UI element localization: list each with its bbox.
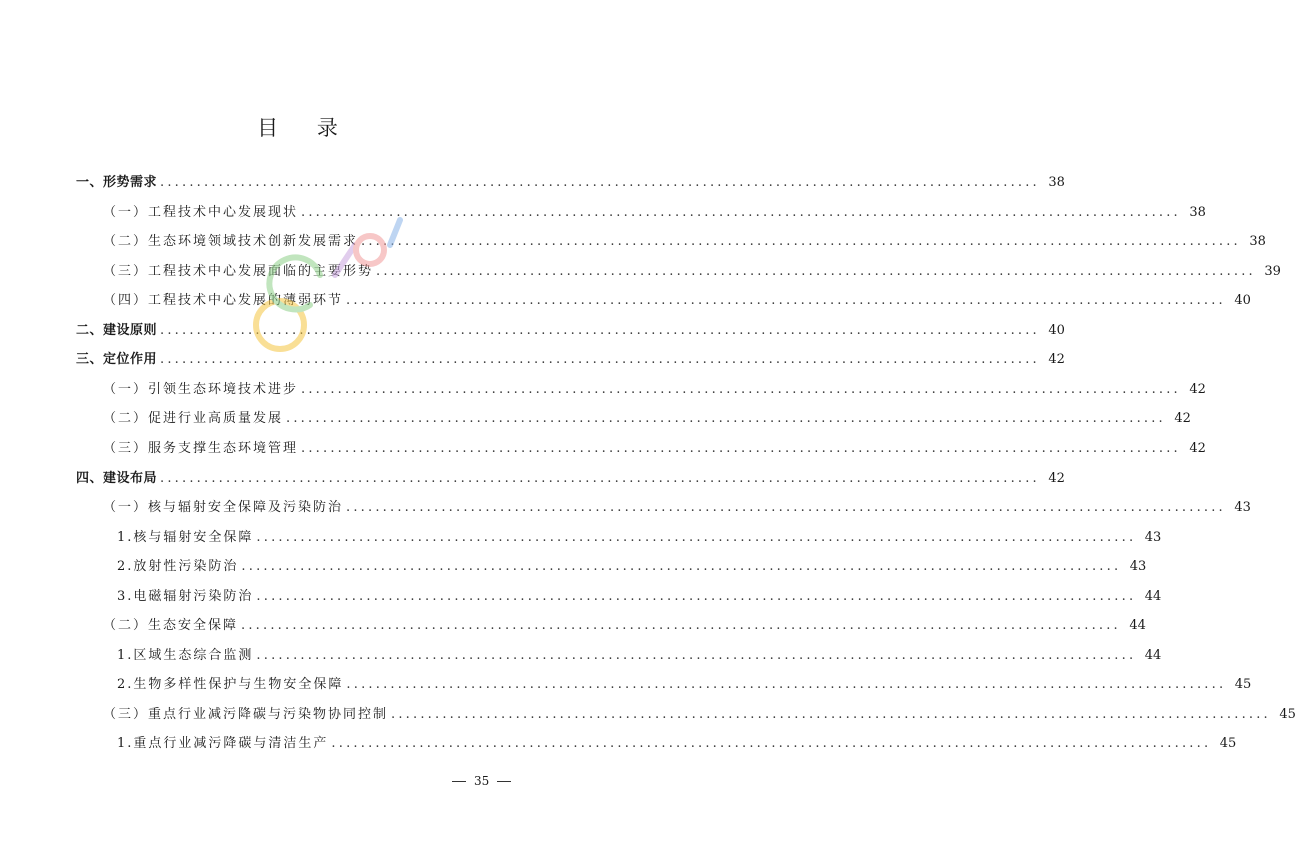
toc-entry-label: 1.重点行业减污降碳与清洁生产	[117, 736, 329, 751]
toc-leader-dots: ........................................................................................................................	[301, 382, 1181, 397]
toc-entry-page: 40	[1048, 323, 1065, 338]
toc-entry-label: （四）工程技术中心发展的薄弱环节	[103, 293, 344, 308]
toc-leader-dots: ........................................................................................................................	[331, 736, 1212, 751]
toc-entry-page: 40	[1234, 293, 1251, 308]
toc-leader-dots: ........................................................................................................................	[160, 471, 1040, 486]
toc-entry-label: （三）服务支撑生态环境管理	[103, 441, 299, 456]
toc-leader-dots: ........................................................................................................................	[346, 677, 1227, 692]
toc-entry-page: 45	[1279, 707, 1296, 722]
toc-entry[interactable]	[103, 380, 1206, 400]
toc-leader-dots: ........................................................................................................................	[301, 441, 1181, 456]
toc-entry[interactable]	[117, 528, 1162, 548]
toc-leader-dots: ........................................................................................................................	[286, 411, 1166, 426]
toc-entry-page: 38	[1249, 234, 1266, 249]
footer-dash-left	[452, 781, 466, 782]
toc-entry-page: 42	[1189, 441, 1206, 456]
toc-entry-label: （一）核与辐射安全保障及污染防治	[103, 500, 344, 515]
toc-leader-dots: ........................................................................................................................	[241, 618, 1121, 633]
toc-entry[interactable]	[103, 616, 1146, 636]
toc-entry-label: 3.电磁辐射污染防治	[117, 589, 254, 604]
toc-entry-label: 1.区域生态综合监测	[117, 648, 254, 663]
toc-entry-label: 二、建设原则	[76, 323, 158, 338]
page-footer	[452, 774, 532, 788]
toc-entry-label: （二）生态安全保障	[103, 618, 239, 633]
toc-entry-page: 39	[1264, 264, 1281, 279]
toc-entry-label: 2.生物多样性保护与生物安全保障	[117, 677, 344, 692]
toc-entry-page: 38	[1189, 205, 1206, 220]
toc-entry-page: 42	[1189, 382, 1206, 397]
toc-entry[interactable]	[76, 173, 1065, 193]
toc-entry[interactable]	[117, 587, 1162, 607]
page-title: 目 录	[257, 116, 354, 140]
toc-leader-dots: ........................................................................................................................	[301, 205, 1181, 220]
toc-entry-page: 45	[1219, 736, 1237, 751]
toc-entry-page: 42	[1174, 411, 1191, 426]
toc-leader-dots: ........................................................................................................................	[256, 530, 1137, 545]
watermark-ring	[356, 236, 384, 264]
toc-entry[interactable]	[103, 409, 1191, 429]
toc-entry-label: （三）工程技术中心发展面临的主要形势	[103, 264, 374, 279]
toc-entry-page: 42	[1048, 352, 1065, 367]
toc-entry-label: 四、建设布局	[76, 471, 158, 486]
toc-entry-label: 1.核与辐射安全保障	[117, 530, 254, 545]
toc-entry-page: 45	[1234, 677, 1252, 692]
toc-entry-label: （一）工程技术中心发展现状	[103, 205, 299, 220]
toc-entry[interactable]	[117, 646, 1162, 666]
toc-leader-dots: ........................................................................................................................	[256, 589, 1137, 604]
toc-entry-label: 一、形势需求	[76, 175, 158, 190]
toc-leader-dots: ........................................................................................................................	[346, 293, 1226, 308]
toc-entry-page: 44	[1144, 648, 1162, 663]
toc-entry[interactable]	[117, 734, 1237, 754]
toc-entry-page: 38	[1048, 175, 1065, 190]
toc-entry-label: （二）生态环境领域技术创新发展需求	[103, 234, 359, 249]
toc-leader-dots: ........................................................................................................................	[391, 707, 1271, 722]
toc-entry[interactable]	[76, 469, 1065, 489]
toc-entry[interactable]	[103, 705, 1296, 725]
toc-leader-dots: ........................................................................................................................	[376, 264, 1256, 279]
toc-leader-dots: ........................................................................................................................	[241, 559, 1122, 574]
toc-leader-dots: ........................................................................................................................	[160, 352, 1040, 367]
toc-entry-page: 43	[1144, 530, 1162, 545]
toc-entry-page: 42	[1048, 471, 1065, 486]
toc-leader-dots: ........................................................................................................................	[256, 648, 1137, 663]
toc-leader-dots: ........................................................................................................................	[361, 234, 1241, 249]
toc-entry-page: 43	[1129, 559, 1147, 574]
watermark-stroke	[335, 245, 355, 275]
toc-entry-page: 44	[1144, 589, 1162, 604]
toc-entry-page: 43	[1234, 500, 1251, 515]
toc-entry[interactable]	[117, 675, 1252, 695]
toc-entry-label: （二）促进行业高质量发展	[103, 411, 284, 426]
toc-leader-dots: ........................................................................................................................	[346, 500, 1226, 515]
toc-entry[interactable]	[103, 439, 1206, 459]
watermark-stroke	[390, 220, 400, 245]
toc-entry-label: 2.放射性污染防治	[117, 559, 239, 574]
page-number: 35	[474, 774, 490, 788]
toc-entry-label: （一）引领生态环境技术进步	[103, 382, 299, 397]
footer-dash-right	[497, 781, 511, 782]
toc-entry[interactable]	[103, 498, 1251, 518]
toc-entry-label: （三）重点行业减污降碳与污染物协同控制	[103, 707, 389, 722]
watermark-stroke	[269, 257, 320, 309]
watermark-logo	[240, 205, 420, 375]
toc-entry[interactable]	[117, 557, 1147, 577]
toc-leader-dots: ........................................................................................................................	[160, 175, 1040, 190]
toc-leader-dots: ........................................................................................................................	[160, 323, 1040, 338]
toc-entry-page: 44	[1129, 618, 1146, 633]
toc-entry-label: 三、定位作用	[76, 352, 158, 367]
